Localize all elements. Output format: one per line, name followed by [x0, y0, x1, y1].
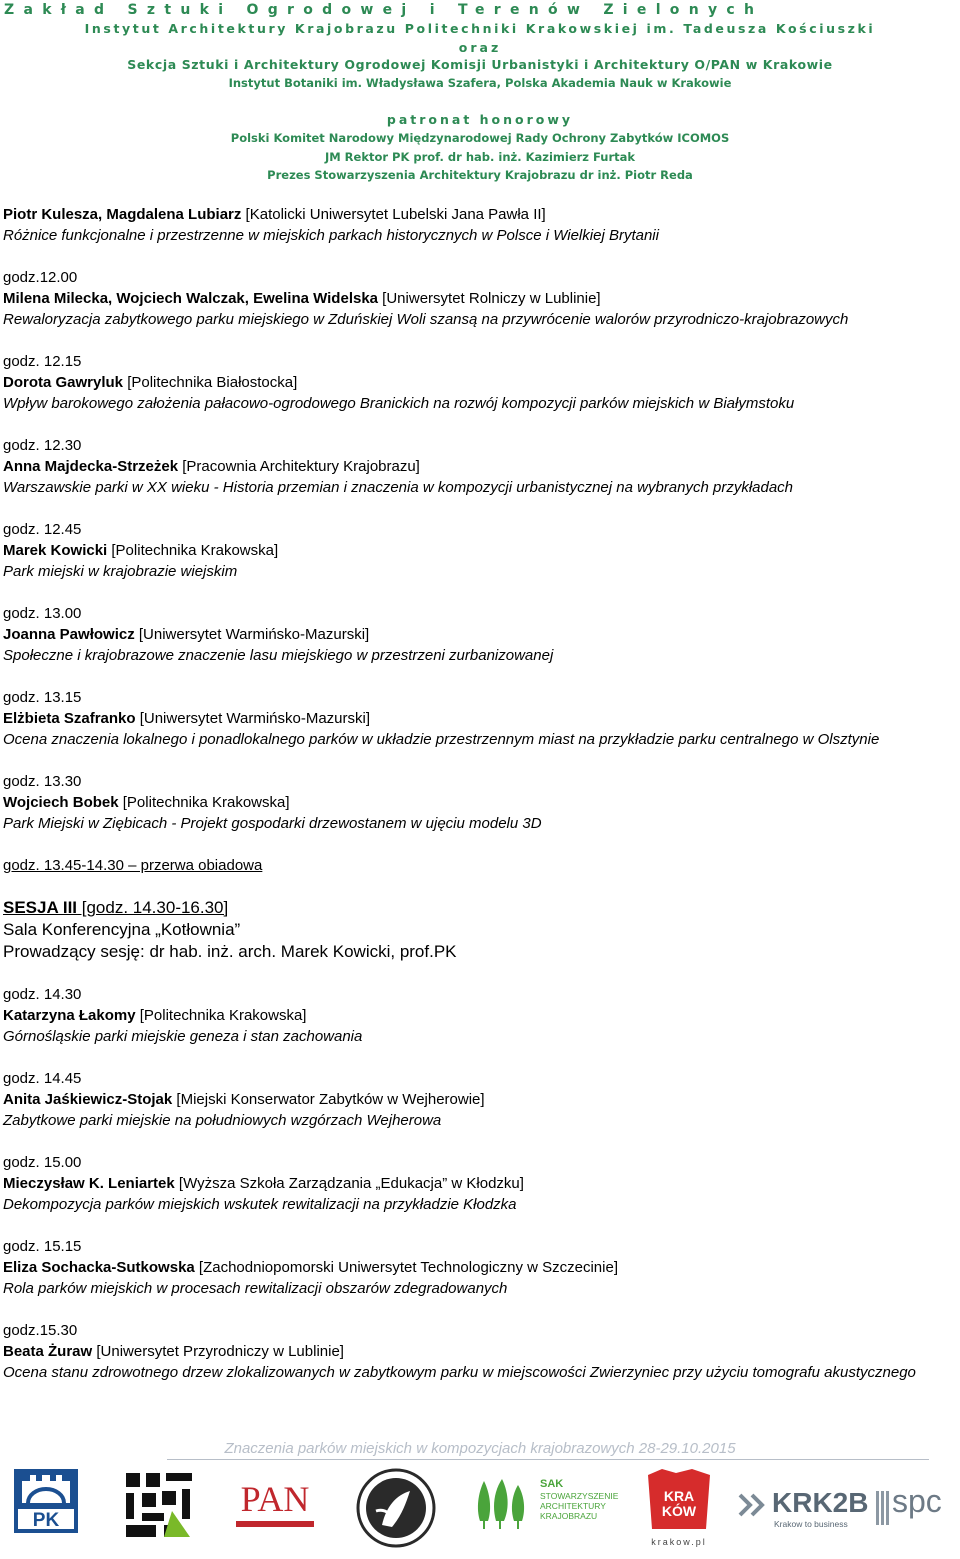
- entry-time: godz.15.30: [3, 1322, 78, 1339]
- entry-time: godz. 14.45: [3, 1070, 82, 1087]
- entry-time: godz. 13.15: [3, 689, 82, 706]
- entry-affiliation: [Politechnika Białostocka]: [123, 374, 298, 391]
- entry-title: Wpływ barokowego założenia pałacowo-ogrodowego Branickich na rozwój kompozycji parków miejskich w Białymstoku: [3, 395, 795, 412]
- entry-time: godz. 15.15: [3, 1238, 82, 1255]
- programme-entry: [3, 519, 953, 582]
- krakow-logo-url: krakow.pl: [651, 1537, 707, 1547]
- entry-affiliation: [Uniwersytet Przyrodniczy w Lublinie]: [92, 1343, 344, 1360]
- entry-author: Anita Jaśkiewicz-Stojak: [3, 1091, 173, 1108]
- krakow-logo-text: KRA KÓW: [661, 1488, 697, 1519]
- entry-author: Piotr Kulesza, Magdalena Lubiarz: [3, 206, 242, 223]
- session-header: [3, 897, 953, 963]
- header-oraz: oraz: [458, 40, 502, 55]
- entry-title: Dekompozycja parków miejskich wskutek rewitalizacji na przykładzie Kłodzka: [3, 1196, 517, 1213]
- entry-title: Rewaloryzacja zabytkowego parku miejskiego w Zduńskiej Woli szansą na przywrócenie walorów przyrodniczo-krajobrazowych: [3, 311, 849, 328]
- programme-entry: [3, 351, 953, 414]
- entry-author: Eliza Sochacka-Sutkowska: [3, 1259, 195, 1276]
- programme-entry: [3, 1320, 953, 1383]
- header-patronage: patronat honorowy: [386, 112, 574, 127]
- entry-affiliation: [Katolicki Uniwersytet Lubelski Jana Pawła II]: [241, 206, 546, 223]
- programme-entry: [3, 1068, 953, 1131]
- break-text: godz. 13.45-14.30 – przerwa obiadowa: [3, 857, 263, 874]
- header-botany-institute: Instytut Botaniki im. Władysława Szafera, Polska Akademia Nauk w Krakowie: [228, 76, 732, 90]
- programme-entry: [3, 984, 953, 1047]
- architecture-maze-logo: [124, 1471, 194, 1541]
- entry-title: Ocena stanu zdrowotnego drzew zlokalizowanych w zabytkowym parku w miejscowości Zwierzyniec przy użyciu tomografu akustycznego: [3, 1364, 916, 1381]
- entry-affiliation: [Uniwersytet Rolniczy w Lublinie]: [378, 290, 601, 307]
- programme-entry: [3, 771, 953, 834]
- entry-affiliation: [Uniwersytet Warmińsko-Mazurski]: [135, 710, 371, 727]
- lunch-break: [3, 855, 953, 876]
- entry-author: Elżbieta Szafranko: [3, 710, 136, 727]
- header-institute: Instytut Architektury Krajobrazu Politechniki Krakowskiej im. Tadeusza Kościuszki: [84, 21, 876, 36]
- entry-affiliation: [Zachodniopomorski Uniwersytet Technologiczny w Szczecinie]: [194, 1259, 618, 1276]
- entry-affiliation: [Pracownia Architektury Krajobrazu]: [178, 458, 420, 475]
- pk-logo-text: PK: [32, 1510, 60, 1531]
- session-time: [godz. 14.30-16.30]: [77, 898, 229, 917]
- entry-title: Park miejski w krajobrazie wiejskim: [3, 563, 238, 580]
- pan-logo: [232, 1473, 318, 1543]
- programme-list: [3, 204, 953, 1404]
- footer-divider: [167, 1459, 929, 1460]
- entry-author: Wojciech Bobek: [3, 794, 119, 811]
- pan-logo-text: PAN: [240, 1479, 310, 1519]
- entry-time: godz. 12.30: [3, 437, 82, 454]
- entry-title: Górnośląskie parki miejskie geneza i stan zachowania: [3, 1028, 363, 1045]
- entry-author: Mieczysław K. Leniartek: [3, 1175, 175, 1192]
- header-icomos: Polski Komitet Narodowy Międzynarodowej Rady Ochrony Zabytków ICOMOS: [230, 131, 730, 145]
- entry-time: godz. 15.00: [3, 1154, 82, 1171]
- programme-entry: [3, 267, 953, 330]
- entry-author: Milena Milecka, Wojciech Walczak, Ewelina Widelska: [3, 290, 379, 307]
- entry-title: Społeczne i krajobrazowe znaczenie lasu miejskiego w przestrzeni zurbanizowanej: [3, 647, 554, 664]
- header-department: Zakład Sztuki Ogrodowej i Terenów Zielonych: [4, 2, 764, 18]
- entry-affiliation: [Politechnika Krakowska]: [118, 794, 290, 811]
- programme-entry: [3, 435, 953, 498]
- session-room: Sala Konferencyjna „Kotłownia”: [3, 920, 241, 939]
- programme-entry: [3, 687, 953, 750]
- programme-entry: [3, 1236, 953, 1299]
- entry-author: Beata Żuraw: [3, 1343, 93, 1360]
- entry-affiliation: [Wyższa Szkoła Zarządzania „Edukacja” w Kłodzku]: [174, 1175, 524, 1192]
- entry-author: Katarzyna Łakomy: [3, 1007, 136, 1024]
- entry-title: Rola parków miejskich w procesach rewitalizacji obszarów zdegradowanych: [3, 1280, 508, 1297]
- header-rector: JM Rektor PK prof. dr hab. inż. Kazimierz Furtak: [324, 150, 636, 164]
- entry-time: godz. 14.30: [3, 986, 82, 1003]
- sak-logo-abbr: SAK: [540, 1478, 564, 1490]
- entry-title: Park Miejski w Ziębicach - Projekt gospodarki drzewostanem w ujęciu modelu 3D: [3, 815, 542, 832]
- entry-time: godz. 12.45: [3, 521, 82, 538]
- krk2b-logo-subtitle: Krakow to business: [774, 1519, 848, 1529]
- entry-author: Anna Majdecka-Strzeżek: [3, 458, 179, 475]
- entry-affiliation: [Uniwersytet Warmińsko-Mazurski]: [134, 626, 370, 643]
- programme-entry: [3, 603, 953, 666]
- session-label: SESJA III: [3, 898, 78, 917]
- entry-time: godz.12.00: [3, 269, 78, 286]
- spc-stripes-icon: [876, 1491, 890, 1525]
- entry-affiliation: [Miejski Konserwator Zabytków w Wejherowie]: [172, 1091, 485, 1108]
- entry-affiliation: [Politechnika Krakowska]: [107, 542, 279, 559]
- entry-title: Zabytkowe parki miejskie na południowych wzgórzach Wejherowa: [3, 1112, 442, 1129]
- entry-title: Ocena znaczenia lokalnego i ponadlokalnego parków w układzie przestrzennym miast na przykładzie parku centralnego w Olsztynie: [3, 731, 880, 748]
- krk2b-logo-text: KRK2B: [772, 1487, 869, 1518]
- header-section: Sekcja Sztuki i Architektury Ogrodowej Komisji Urbanistyki i Architektury O/PAN w Krakowie: [127, 57, 833, 72]
- programme-entry: [3, 204, 953, 246]
- krk2b-chevrons-icon: [738, 1493, 772, 1517]
- pk-logo: [14, 1469, 78, 1533]
- spc-logo-text: spc: [892, 1483, 942, 1519]
- entry-time: godz. 13.00: [3, 605, 82, 622]
- entry-title: Różnice funkcjonalne i przestrzenne w miejskich parkach historycznych w Polsce i Wielkiej Brytanii: [3, 227, 659, 244]
- entry-author: Marek Kowicki: [3, 542, 108, 559]
- entry-title: Warszawskie parki w XX wieku - Historia przemian i znaczenia w kompozycji urbanistycznej na wybranych przykładach: [3, 479, 794, 496]
- header-president: Prezes Stowarzyszenia Architektury Krajobrazu dr inż. Piotr Reda: [267, 168, 693, 182]
- entry-author: Dorota Gawryluk: [3, 374, 124, 391]
- sponsor-logos: [0, 1463, 960, 1559]
- sak-logo-name: STOWARZYSZENIE ARCHITEKTURY KRAJOBRAZU: [540, 1491, 619, 1521]
- entry-time: godz. 12.15: [3, 353, 82, 370]
- programme-entry: [3, 1152, 953, 1215]
- entry-affiliation: [Politechnika Krakowska]: [135, 1007, 307, 1024]
- entry-time: godz. 13.30: [3, 773, 82, 790]
- session-chair: Prowadzący sesję: dr hab. inż. arch. Marek Kowicki, prof.PK: [3, 942, 457, 961]
- entry-author: Joanna Pawłowicz: [3, 626, 135, 643]
- footer-conference-title: Znaczenia parków miejskich w kompozycjach krajobrazowych 28-29.10.2015: [224, 1440, 736, 1457]
- botany-institute-logo: [352, 1467, 440, 1549]
